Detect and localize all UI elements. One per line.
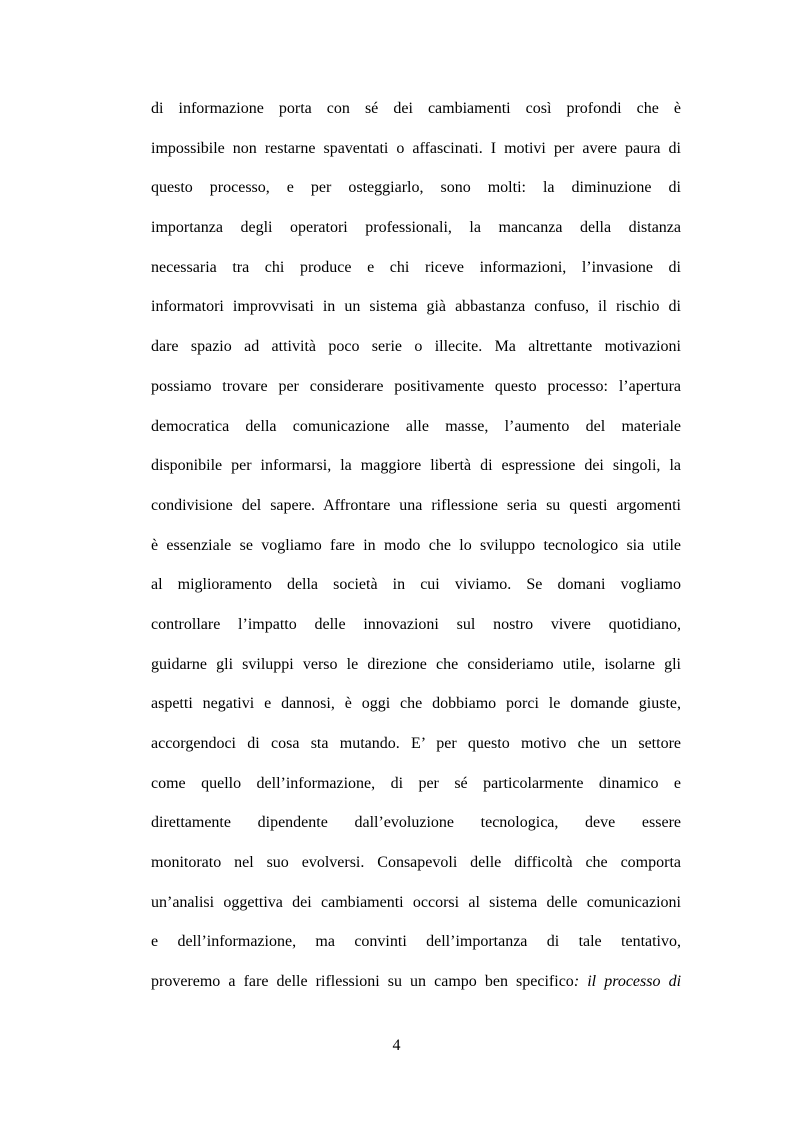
text-line: possiamo trovare per considerare positivamente questo processo: l’apertura <box>151 377 681 395</box>
text-line: condivisione del sapere. Affrontare una riflessione seria su questi argomenti <box>151 496 681 514</box>
text-line: questo processo, e per osteggiarlo, sono molti: la diminuzione di <box>151 179 681 197</box>
text-line-last <box>151 962 681 1002</box>
text-line: guidarne gli sviluppi verso le direzione che consideriamo utile, isolarne gli <box>151 655 681 673</box>
text-line: importanza degli operatori professionali, la mancanza della distanza <box>151 219 681 237</box>
text-line: accorgendoci di cosa sta mutando. E’ per questo motivo che un settore <box>151 735 681 752</box>
text-line: è essenziale se vogliamo fare in modo che lo sviluppo tecnologico sia utile <box>151 536 681 554</box>
text-line: come quello dell’informazione, di per sé particolarmente dinamico e <box>151 774 681 792</box>
text-line-last-regular: proveremo a fare delle riflessioni su un campo ben specifico <box>151 973 574 991</box>
text-line: al miglioramento della società in cui viviamo. Se domani vogliamo <box>151 576 681 594</box>
text-line: direttamente dipendente dall’evoluzione tecnologica, deve essere <box>151 814 681 832</box>
text-line: disponibile per informarsi, la maggiore libertà di espressione dei singoli, la <box>151 457 681 475</box>
body-text <box>151 89 681 1002</box>
text-line: informatori improvvisati in un sistema già abbastanza confuso, il rischio di <box>151 298 681 316</box>
page-number: 4 <box>392 1037 401 1054</box>
text-line-last-italic: : il processo di <box>573 973 682 991</box>
text-line: necessaria tra chi produce e chi riceve informazioni, l’invasione di <box>151 258 681 276</box>
text-line: un’analisi oggettiva dei cambiamenti occorsi al sistema delle comunicazioni <box>151 893 681 911</box>
text-line: di informazione porta con sé dei cambiamenti così profondi che è <box>151 100 681 117</box>
text-line: controllare l’impatto delle innovazioni sul nostro vivere quotidiano, <box>151 615 681 633</box>
text-line: e dell’informazione, ma convinti dell’importanza di tale tentativo, <box>151 933 681 951</box>
text-line: dare spazio ad attività poco serie o illecite. Ma altrettante motivazioni <box>151 338 681 356</box>
text-line: monitorato nel suo evolversi. Consapevoli delle difficoltà che comporta <box>151 854 681 872</box>
text-line: impossibile non restarne spaventati o affascinati. I motivi per avere paura di <box>151 139 681 157</box>
text-line: democratica della comunicazione alle masse, l’aumento del materiale <box>151 417 681 435</box>
text-line: aspetti negativi e dannosi, è oggi che dobbiamo porci le domande giuste, <box>151 695 681 713</box>
